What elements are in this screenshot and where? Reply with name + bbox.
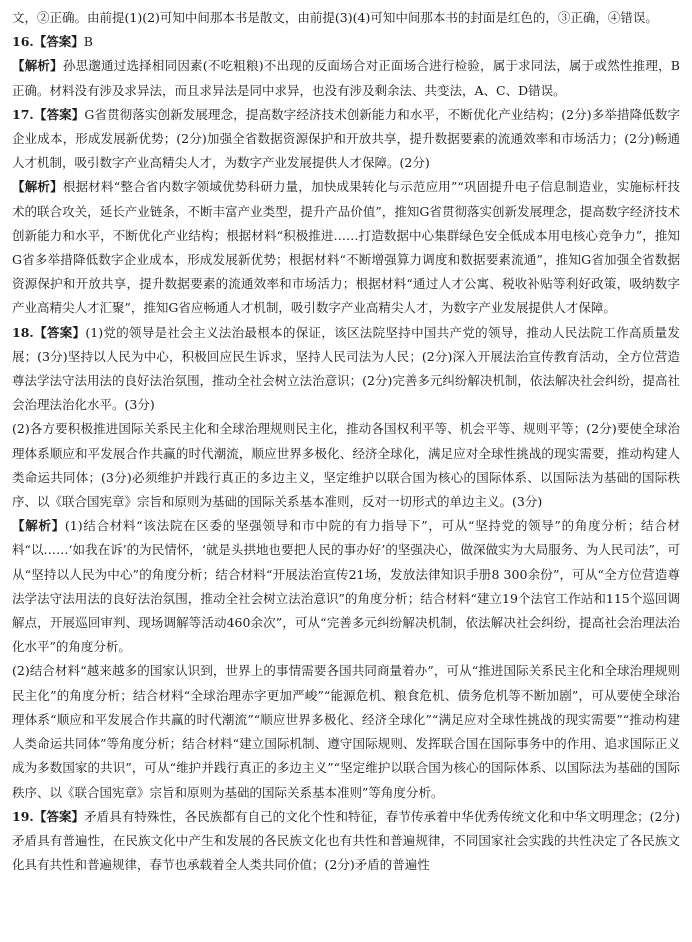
- q17-answer: [12, 103, 680, 176]
- q16-answer-tag: 【答案】: [33, 34, 84, 50]
- q18-answer-part2: (2)各方要积极推进国际关系民主化和全球治理规则民主化，推动各国权利平等、机会平等、规则平等；(2分)要使全球治理体系顺应和平发展合作共赢的时代潮流，顺应世界多极化、经济全球化，满足应对全球性挑战的现实需要，推动构建人类命运共同体；(3分)必须维护并践行真正的多边主义，坚定维护以联合国为核心的国际体系、以国际法为基础的国际秩序、以《联合国宪章》宗旨和原则为基础的国际关系基本准则，反对一切形式的单边主义。(3分): [12, 421, 680, 510]
- q18-analysis-part1: (1)结合材料“该法院在区委的坚强领导和市中院的有力指导下”，可从“坚持党的领导”的角度分析；结合材料“以……‘如我在诉’的为民情怀，‘就是头拱地也要把人民的事办好’的坚强决心，做深做实为大局服务、为人民司法”，可从“坚持以人民为中心”的角度分析；结合材料“开展法治宣传21场，发放法律知识手册8 300余份”，可从“全方位营造尊法学法守法用法的良好法治氛围，推动全社会树立法治意识”的角度分析；结合材料“建立19个法官工作站和115个巡回调解点，开展巡回审判、现场调解等活动460余次”，可从“完善多元纠纷解决机制，依法解决社会纠纷，提高社会治理法治化水平”的角度分析。: [12, 518, 680, 655]
- prev-answer-continuation: [12, 6, 680, 30]
- q18-analysis-part2: (2)结合材料“越来越多的国家认识到，世界上的事情需要各国共同商量着办”，可从“推进国际关系民主化和全球治理规则民主化”的角度分析；结合材料“全球治理赤字更加严峻”“能源危机、粮食危机、债务危机等不断加剧”，可从要使全球治理体系“顺应和平发展合作共赢的时代潮流”“顺应世界多极化、经济全球化”“满足应对全球性挑战的现实需要”“推动构建人类命运共同体”等角度分析；结合材料“建立国际机制、遵守国际规则、发挥联合国在国际事务中的作用、追求国际正义成为多数国家的共识”，可从“维护并践行真正的多边主义”“坚定维护以联合国为核心的国际体系、以国际法为基础的国际秩序、以《联合国宪章》宗旨和原则为基础的国际关系基本准则”等角度分析。: [12, 663, 680, 800]
- q18-analysis: [12, 514, 680, 659]
- q18-answer-part1: (1)党的领导是社会主义法治最根本的保证，该区法院坚持中国共产党的领导，推动人民法院工作高质量发展；(3分)坚持以人民为中心，积极回应民生诉求，坚持人民司法为人民；(2分)深入开展法治宣传教育活动，全方位营造尊法学法守法用法的良好法治氛围，推动全社会树立法治意识；(2分)完善多元纠纷解决机制，依法解决社会纠纷，提高社会治理法治化水平。(3分): [12, 324, 680, 413]
- q17-number: 17.: [12, 106, 34, 122]
- q16-answer-text: B: [83, 34, 93, 50]
- q18-analysis-part2-para: [12, 659, 680, 804]
- q18-number: 18.: [12, 324, 34, 340]
- q19-answer: [12, 805, 680, 878]
- q18-analysis-tag: 【解析】: [12, 518, 65, 534]
- q18-answer-part2-para: [12, 417, 680, 514]
- q16-analysis-tag: 【解析】: [12, 58, 63, 74]
- q17-analysis: [12, 175, 680, 320]
- q19-answer-text: 矛盾具有特殊性，各民族都有自己的文化个性和特征，春节传承着中华优秀传统文化和中华文明理念；(2分)矛盾具有普遍性，在民族文化中产生和发展的各民族文化也有共性和普遍规律，不同国家社会实践的共性决定了各民族文化具有共性和普遍规律，春节也承载着全人类共同价值；(2分)矛盾的普遍性: [12, 808, 680, 873]
- q16-answer: [12, 30, 680, 54]
- q17-analysis-tag: 【解析】: [12, 179, 63, 195]
- continuation-line-1: 文，②正确。由前提(1)(2)可知中间那本书是散文，由前提(3)(4)可知中间那本书的封面是红色的，③: [12, 10, 571, 25]
- q16-number: 16.: [12, 34, 34, 50]
- q19-number: 19.: [12, 808, 34, 824]
- q17-analysis-text: 根据材料“整合省内数字领域优势科研力量，加快成果转化与示范应用”“巩固提升电子信息制造业，实施标杆技术的联合攻关，延长产业链条，不断丰富产业类型，提升产品价值”，推知G省贯彻落实创新发展理念，提高数字经济技术创新能力和水平，不断优化产业结构；根据材料“积极推进……打造数据中心集群绿色安全低成本用电核心竞争力”，推知G省多举措降低数字企业成本，形成发展新优势；根据材料“不断增强算力调度和数据要素流通”，推知G省加强全省数据资源保护和开放共享，提升数据要素的流通效率和市场活力；根据材料“通过人才公寓、税收补贴等利好政策，吸纳数字产业高精尖人才汇聚”，推知G省应畅通人才机制，吸引数字产业高精尖人才，为数字产业发展提供人才保障。: [12, 179, 680, 316]
- q19-answer-tag: 【答案】: [33, 808, 85, 824]
- q18-answer-tag: 【答案】: [33, 324, 86, 340]
- q17-answer-text: G省贯彻落实创新发展理念，提高数字经济技术创新能力和水平，不断优化产业结构；(2分)多举措降低数字企业成本，形成发展新优势；(2分)加强全省数据资源保护和开放共享，提升数据要素的流通效率和市场活力；(2分)畅通人才机制，吸引数字产业高精尖人才，为数字产业发展提供人才保障。(2分): [12, 106, 680, 171]
- q18-answer: [12, 321, 680, 418]
- q16-analysis: [12, 54, 680, 102]
- q17-answer-tag: 【答案】: [33, 106, 85, 122]
- q16-analysis-text: 孙思邈通过选择相同因素(不吃粗粮)不出现的反面场合对正面场合进行检验，属于求同法，属于或然性推理，B正确。材料没有涉及求异法，而且求异法是同中求异，也没有涉及剩余法、共变法，A、C、D错误。: [12, 58, 680, 98]
- continuation-line-2: 正确，④错误。: [570, 10, 658, 25]
